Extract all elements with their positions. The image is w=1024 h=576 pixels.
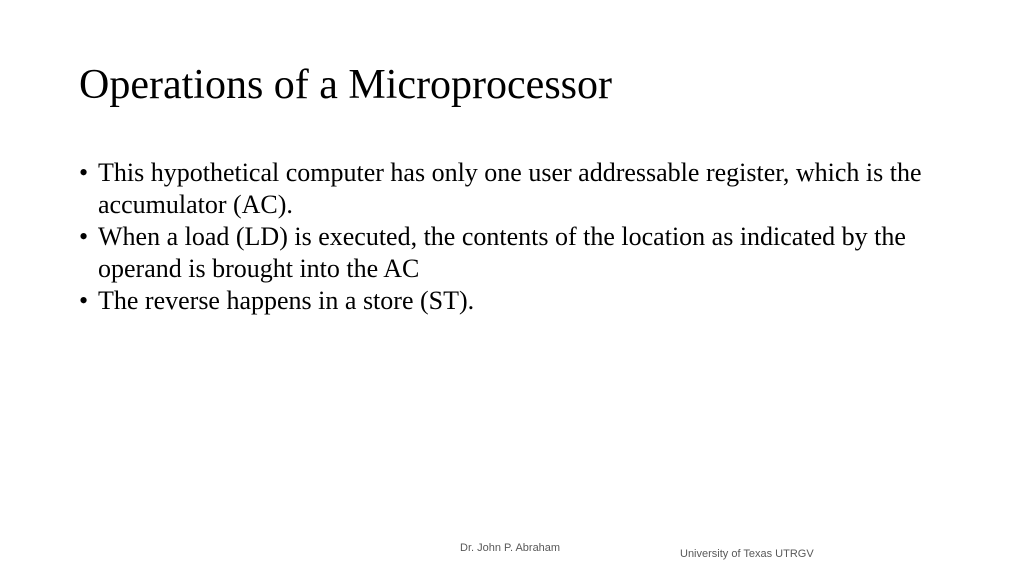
bullet-list: [79, 157, 979, 317]
bullet-item: [79, 157, 979, 221]
bullet-text: When a load (LD) is executed, the contents of the location as indicated by the operand is brought into the AC: [98, 222, 906, 283]
footer-organization: University of Texas UTRGV: [680, 548, 814, 560]
footer-author: Dr. John P. Abraham: [460, 542, 561, 554]
slide-title: Operations of a Microprocessor: [79, 62, 612, 108]
bullet-item: [79, 221, 979, 285]
bullet-dot-icon: •: [79, 158, 89, 187]
bullet-text: This hypothetical computer has only one user addressable register, which is the accumulator (AC).: [98, 158, 922, 219]
bullet-dot-icon: •: [79, 222, 89, 251]
bullet-item: [79, 285, 979, 317]
bullet-dot-icon: •: [79, 286, 89, 315]
bullet-text: The reverse happens in a store (ST).: [98, 286, 475, 315]
